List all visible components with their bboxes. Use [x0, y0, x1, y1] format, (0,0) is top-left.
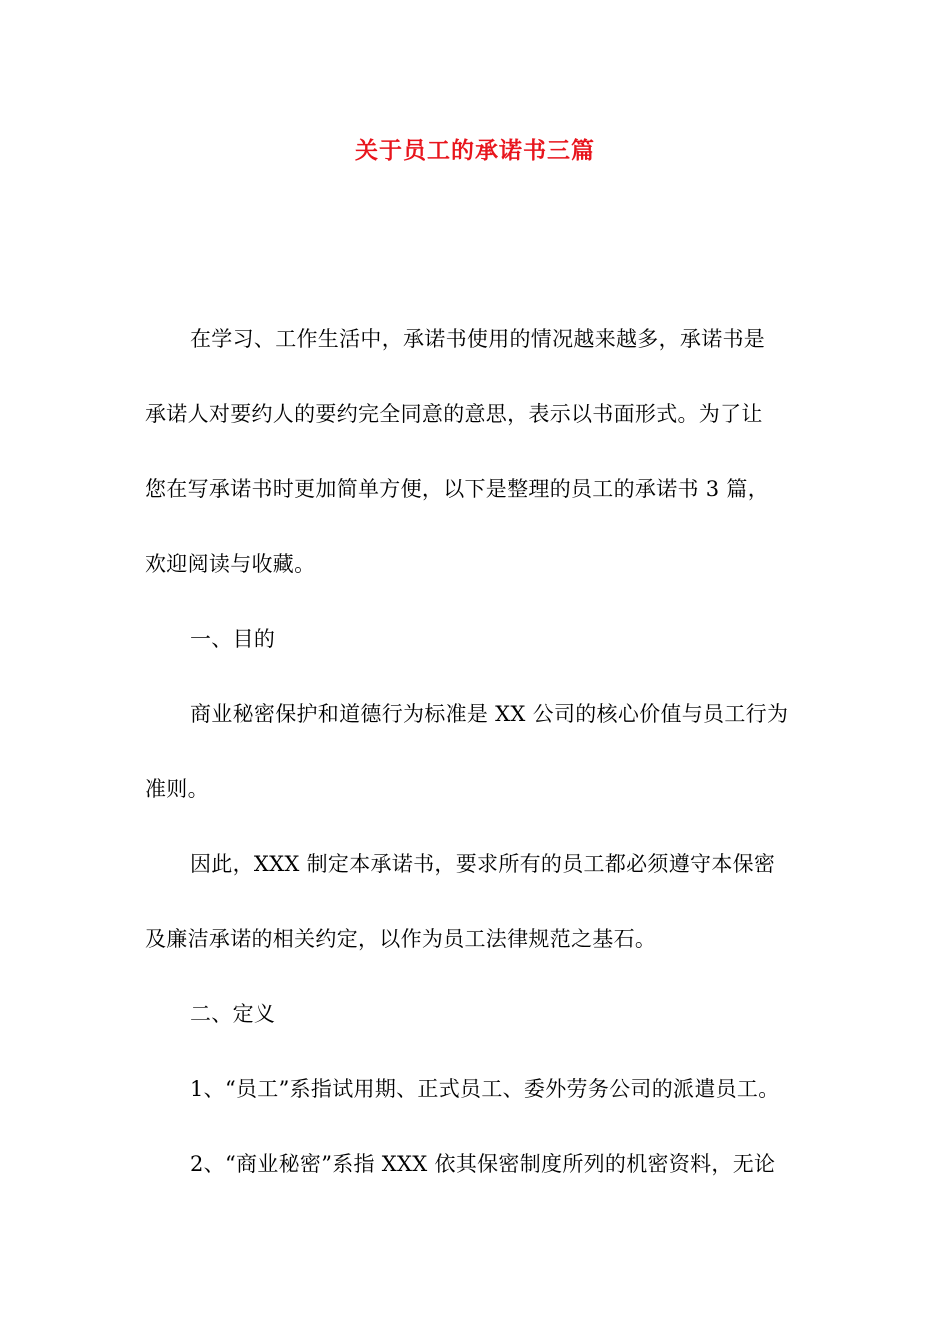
paragraph-line: 承诺人对要约人的要约完全同意的意思，表示以书面形式。为了让 — [145, 402, 763, 426]
document-title: 关于员工的承诺书三篇 — [355, 137, 595, 164]
paragraph-line: 欢迎阅读与收藏。 — [145, 552, 316, 576]
paragraph-line: 因此，XXX 制定本承诺书，要求所有的员工都必须遵守本保密 — [190, 852, 776, 876]
paragraph-line: 准则。 — [145, 777, 209, 801]
paragraph-line: 及廉洁承诺的相关约定，以作为员工法律规范之基石。 — [145, 927, 657, 951]
list-item: 1、“员工”系指试用期、正式员工、委外劳务公司的派遣员工。 — [190, 1077, 780, 1101]
section-heading: 二、定义 — [190, 1002, 276, 1026]
section-heading: 一、目的 — [190, 627, 276, 651]
paragraph-line: 您在写承诺书时更加简单方便，以下是整理的员工的承诺书 3 篇， — [145, 477, 770, 501]
paragraph-line: 在学习、工作生活中，承诺书使用的情况越来越多，承诺书是 — [190, 327, 766, 351]
paragraph-line: 商业秘密保护和道德行为标准是 XX 公司的核心价值与员工行为 — [190, 702, 789, 726]
list-item: 2、“商业秘密”系指 XXX 依其保密制度所列的机密资料，无论 — [190, 1152, 776, 1176]
